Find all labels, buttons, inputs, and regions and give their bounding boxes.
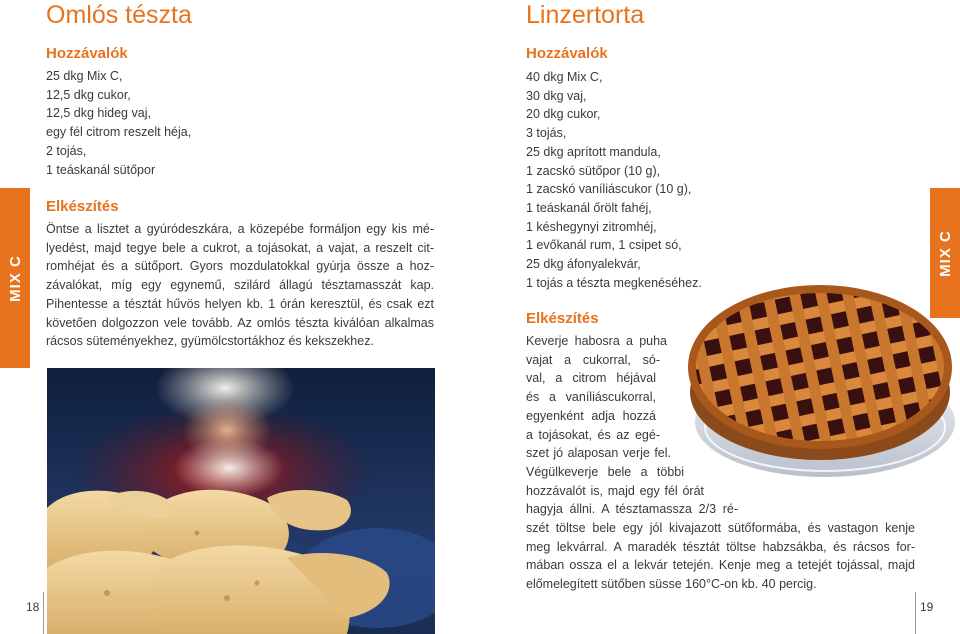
method-line: hagyja állni. A tésztamassza 2/3 ré- [526, 502, 738, 517]
cookies-photo [47, 368, 435, 634]
ingredient-item: 1 teáskanál sütőpor [46, 162, 156, 177]
method-line: szet jó alaposan verje fel. [526, 446, 671, 461]
method-line: követően dolgozzon vele tovább. Az omlós tészta kiválóan alkalmas [46, 315, 434, 330]
method-line: Pihentesse a tésztát hűvös helyen kb. 1 órán keresztül, és csak ezt [46, 296, 434, 311]
ingredient-item: 1 tojás a tészta megkenéséhez. [526, 275, 702, 290]
ingredient-item: 2 tojás, [46, 143, 87, 158]
right-method-text-wide [526, 519, 915, 594]
ingredient-item: 1 evőkanál rum, 1 csipet só, [526, 238, 682, 253]
method-line: a tojásokat, és az egé- [526, 427, 660, 442]
right-side-tab [930, 188, 960, 318]
method-line: Öntse a lisztet a gyúródeszkára, a közepébe formáljon egy kis mé- [46, 222, 434, 236]
right-page-divider [915, 592, 916, 634]
method-line: előmelegített sütőben süsse 160°C-on kb. 40 percig. [526, 577, 817, 592]
left-ingredients-heading: Hozzávalók [46, 45, 128, 62]
left-method-heading: Elkészítés [46, 198, 119, 215]
ingredient-item: 30 dkg vaj, [526, 88, 587, 103]
ingredient-item: 3 tojás, [526, 126, 567, 141]
ingredient-item: 25 dkg aprított mandula, [526, 144, 661, 159]
right-ingredients-list [526, 68, 702, 292]
ingredient-item: 12,5 dkg hideg vaj, [46, 106, 151, 121]
right-page-number: 19 [920, 600, 934, 614]
method-line: rácsos süteményekhez, gyümölcstortákhoz és kekszekhez. [46, 334, 374, 349]
ingredient-item: 40 dkg Mix C, [526, 70, 603, 84]
method-line: mában ossza el a lekvár tetején. Kenje meg a tetejét tojással, majd [526, 558, 915, 573]
ingredient-item: 1 teáskanál őrölt fahéj, [526, 200, 652, 215]
method-line: szét töltse bele egy jól kivajazott sütőformába, és vastagon kenje [526, 521, 915, 535]
left-page-divider [43, 592, 44, 634]
left-page-title: Omlós tészta [46, 1, 192, 29]
right-tab-label: MIX C [936, 229, 954, 277]
method-line: vajat a cukorral, só- [526, 352, 660, 367]
method-line: Keverje habosra a puha [526, 334, 667, 348]
method-line: egyenként adja hozzá [526, 408, 656, 423]
ingredient-item: 20 dkg cukor, [526, 107, 601, 122]
right-method-heading: Elkészítés [526, 310, 599, 327]
ingredient-item: 12,5 dkg cukor, [46, 87, 131, 102]
method-line: lyedést, majd tegye bele a cukrot, a tojásokat, a vajat, a reszelt cit- [46, 240, 434, 255]
method-line: val, a citrom héjával [526, 371, 656, 386]
method-line: Végülkeverje bele a többi [526, 464, 684, 479]
left-method-text [46, 220, 434, 351]
right-ingredients-heading: Hozzávalók [526, 45, 608, 62]
left-tab-label: MIX C [6, 254, 24, 302]
left-page-number: 18 [26, 600, 40, 614]
ingredient-item: 25 dkg áfonyalekvár, [526, 257, 641, 272]
left-ingredients-list [46, 67, 191, 179]
ingredient-item: 25 dkg Mix C, [46, 69, 123, 83]
ingredient-item: 1 zacskó vaníliáscukor (10 g), [526, 182, 692, 197]
linzer-torte-photo [680, 282, 955, 492]
ingredient-item: 1 késhegynyi zitromhéj, [526, 219, 657, 234]
ingredient-item: egy fél citrom reszelt héja, [46, 125, 192, 140]
method-line: romhéjat és a sütőport. Gyors mozdulatokkal gyúrja össze a hoz- [46, 259, 434, 274]
ingredient-item: 1 zacskó sütőpor (10 g), [526, 163, 661, 178]
right-page-title: Linzertorta [526, 1, 645, 29]
method-line: hozzávalót is, majd egy fél órát [526, 483, 704, 498]
method-line: závalókat, míg egy egynemű, szilárd állagú tésztamasszát kap. [46, 278, 434, 293]
method-line: és a vaníliáscukorral, [526, 390, 656, 405]
method-line: meg lekvárral. A maradék tésztát töltse habzsákba, és rácsos for- [526, 539, 915, 554]
left-side-tab [0, 188, 30, 368]
